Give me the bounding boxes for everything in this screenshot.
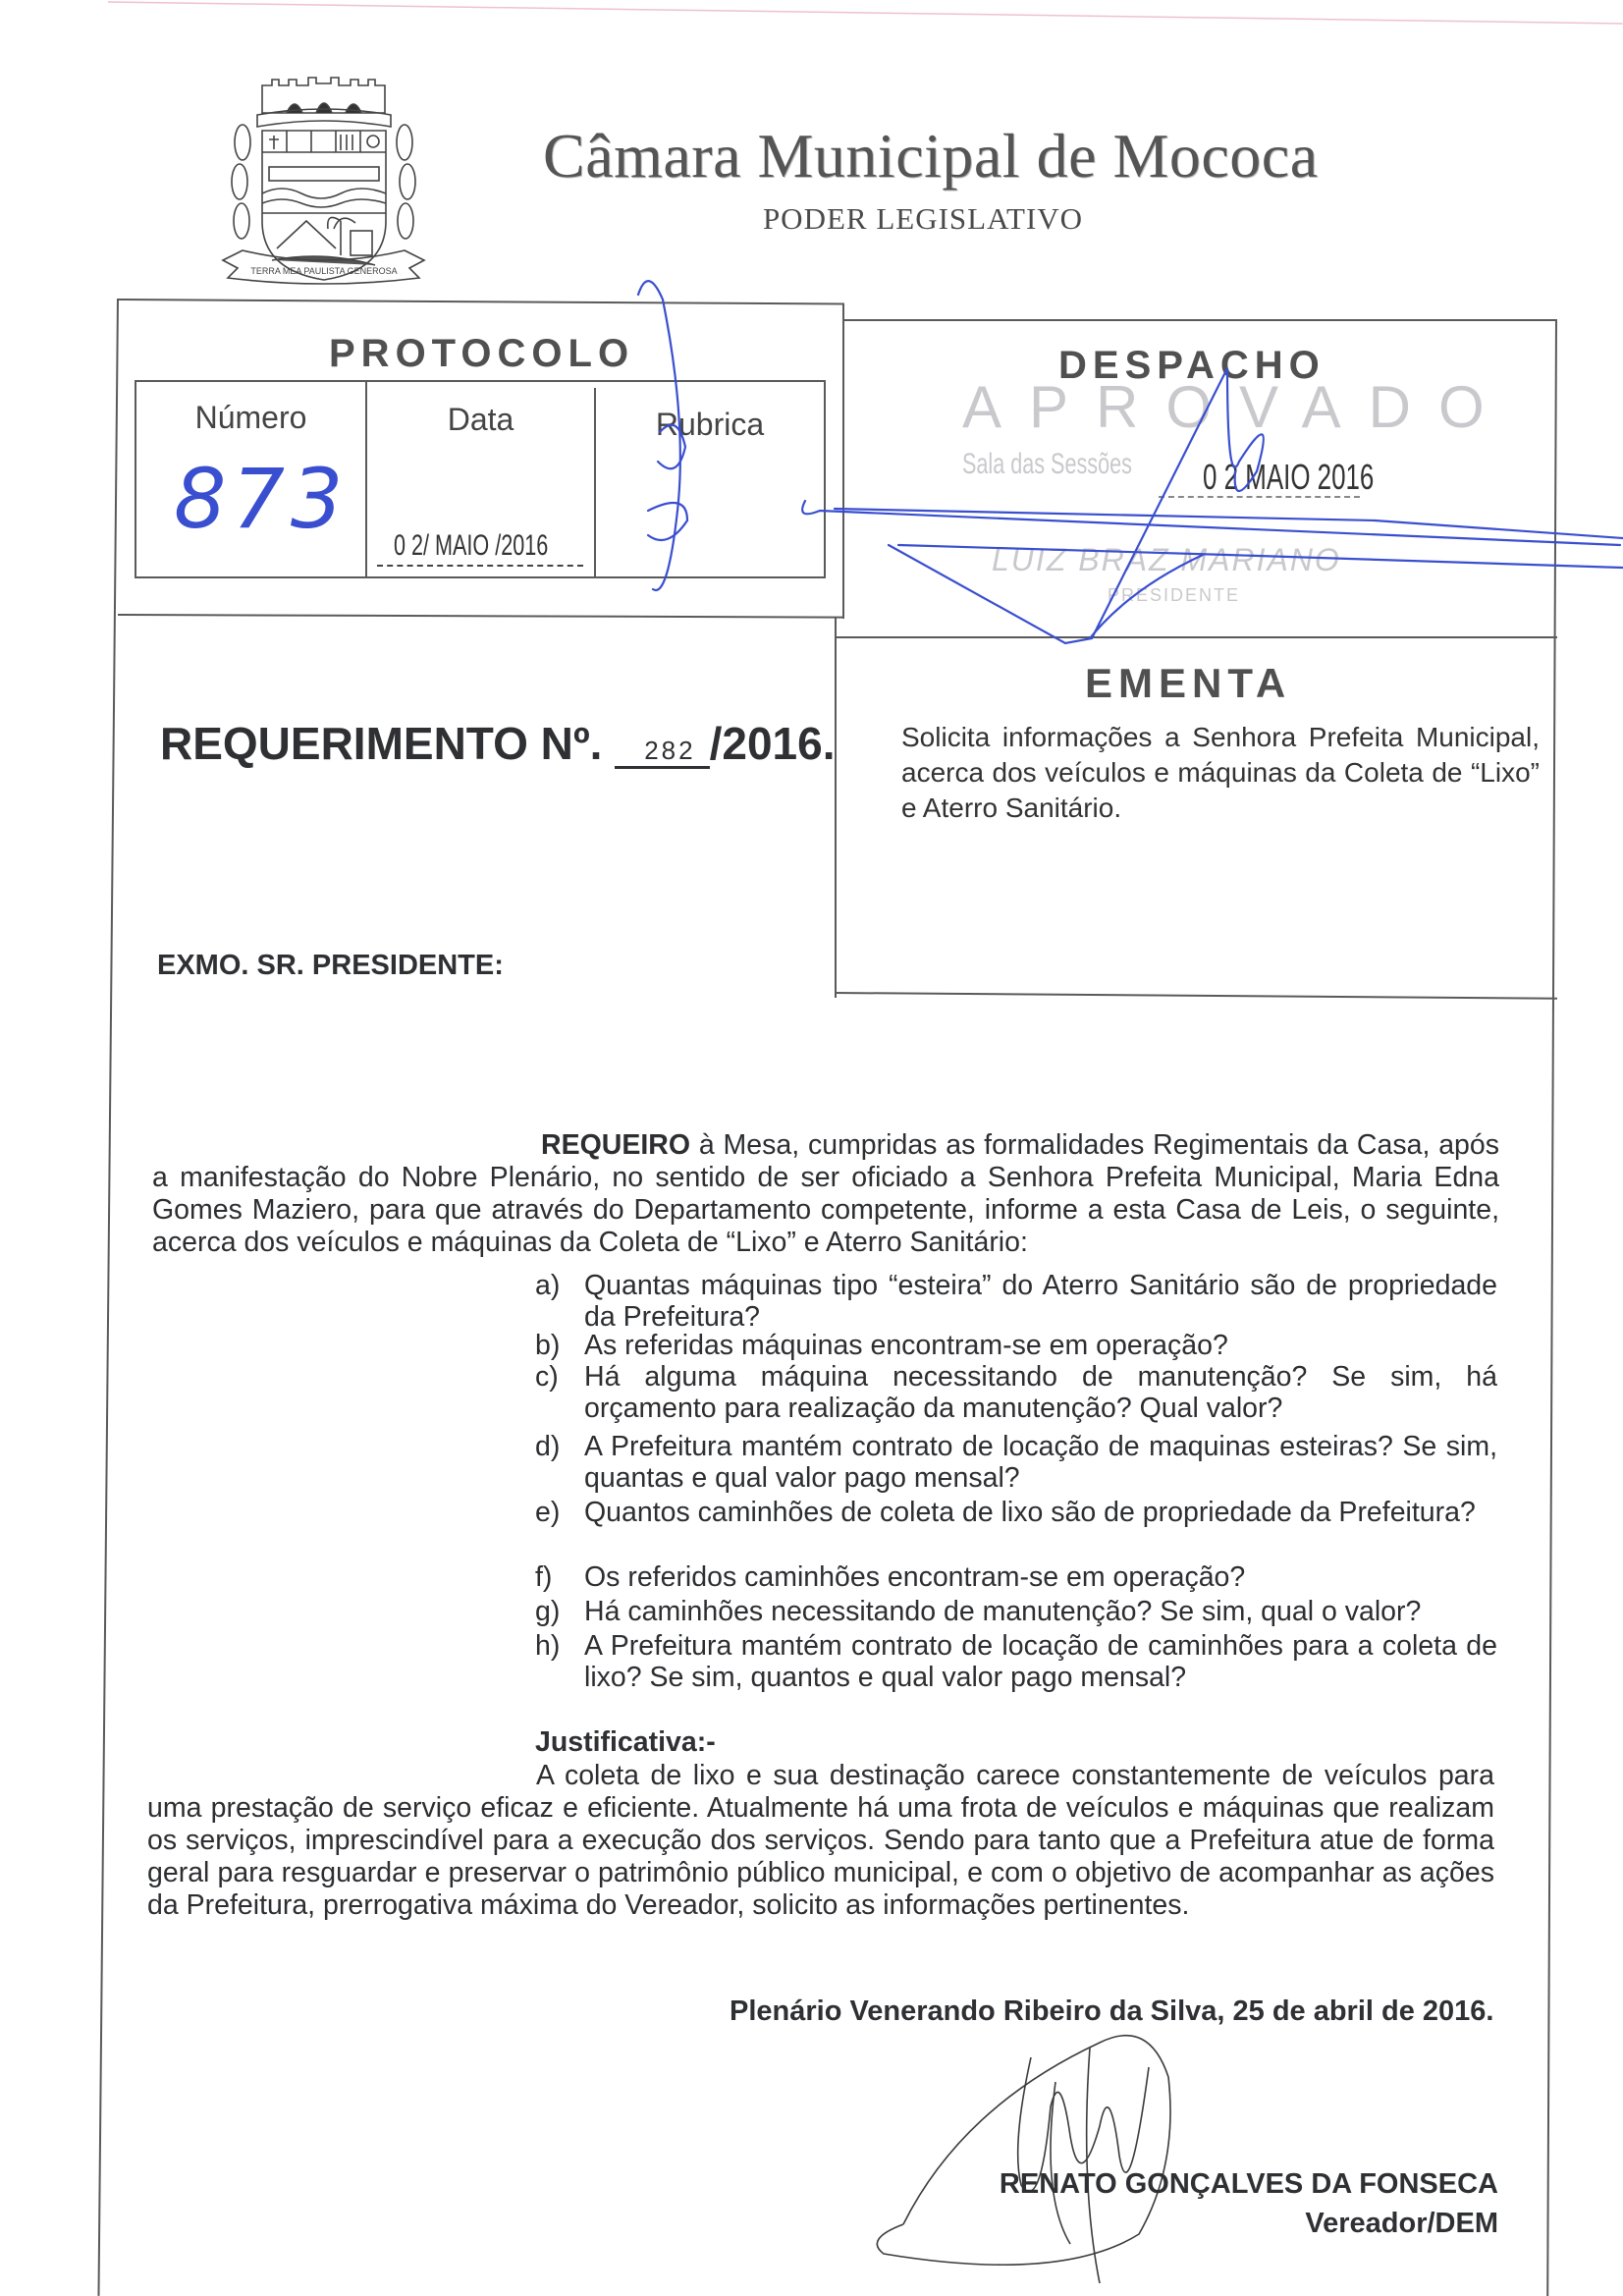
list-text: Quantos caminhões de coleta de lixo são de propriedade da Prefeitura?	[584, 1497, 1476, 1528]
justification-title: Justificativa:-	[535, 1726, 716, 1758]
frame-right	[1546, 319, 1557, 2296]
despacho-stamp-signer: LUIZ BRAZ MARIANO	[992, 542, 1341, 577]
protocolo-data-underline	[377, 565, 583, 567]
despacho-stamp-place: Sala das Sessões	[962, 448, 1132, 480]
author-signature	[844, 1989, 1257, 2283]
list-text: A Prefeitura mantém contrato de locação de maquinas esteiras? Se sim, quantas e qual valor pago mensal?	[584, 1431, 1497, 1494]
list-item	[535, 1361, 1497, 1424]
list-item	[535, 1596, 1497, 1627]
despacho-stamp-date: 0 2 MAIO 2016	[1203, 457, 1375, 497]
ementa-title: EMENTA	[1085, 660, 1292, 706]
request-lead-bold: REQUEIRO	[541, 1129, 691, 1161]
list-item	[535, 1270, 1497, 1333]
list-marker: g)	[535, 1596, 561, 1627]
frame-divider-vertical-ementa	[835, 617, 837, 998]
crest-motto: TERRA MEA PAULISTA GENEROSA	[250, 266, 398, 276]
requerimento-heading	[160, 717, 836, 770]
protocolo-title: PROTOCOLO	[329, 332, 635, 375]
list-marker: h)	[535, 1630, 561, 1662]
list-item	[535, 1431, 1497, 1494]
list-marker: a)	[535, 1270, 561, 1301]
request-paragraph	[152, 1129, 1499, 1259]
protocolo-table	[135, 380, 826, 578]
protocolo-col-rubrica: Rubrica	[655, 407, 765, 442]
despacho-stamp-status: APROVADO	[962, 374, 1512, 440]
list-marker: f)	[535, 1561, 553, 1593]
frame-divider-vertical	[842, 304, 844, 619]
requerimento-number: 282	[615, 736, 709, 769]
list-marker: d)	[535, 1431, 561, 1462]
municipal-crest-logo	[218, 74, 429, 290]
frame-protocol-bottom	[118, 614, 844, 619]
protocolo-col-numero: Número	[194, 400, 307, 435]
institution-title: Câmara Municipal de Mococa	[543, 121, 1319, 191]
requerimento-label: REQUERIMENTO Nº.	[160, 718, 603, 769]
scan-artifact-line	[0, 0, 1623, 39]
closing-place-date: Plenário Venerando Ribeiro da Silva, 25 de abril de 2016.	[730, 1995, 1494, 2027]
request-lead-text: à Mesa, cumpridas as formalidades Regimentais da Casa, após a manifestação do Nobre Plenário, no sentido de ser oficiado a Senhora Prefeita Municipal, Maria Edna Gomes Maziero, para que através do Departamento competente, informe a esta Casa de Leis, o seguinte, acerca dos veículos e máquinas da Coleta de “Lixo” e Aterro Sanitário:	[152, 1129, 1499, 1258]
frame-top-right	[842, 319, 1557, 321]
list-item	[535, 1630, 1497, 1693]
ementa-text: Solicita informações a Senhora Prefeita Municipal, acerca dos veículos e máquinas da Coleta de “Lixo” e Aterro Sanitário.	[901, 722, 1540, 823]
signer-name: RENATO GONÇALVES DA FONSECA	[999, 2168, 1498, 2200]
protocolo-data-value: 0 2/ MAIO /2016	[394, 529, 549, 562]
despacho-title: DESPACHO	[1058, 344, 1325, 387]
despacho-date-underline	[1159, 496, 1360, 498]
protocolo-numero-value: 873	[174, 451, 350, 547]
list-text: Há alguma máquina necessitando de manutenção? Se sim, há orçamento para realização da manutenção? Qual valor?	[584, 1361, 1497, 1424]
list-text: A Prefeitura mantém contrato de locação de caminhões para a coleta de lixo? Se sim, quantos e qual valor pago mensal?	[584, 1630, 1497, 1693]
list-marker: e)	[535, 1497, 561, 1528]
institution-subtitle: PODER LEGISLATIVO	[762, 201, 1084, 236]
crest-icon	[218, 74, 429, 290]
list-text: As referidas máquinas encontram-se em operação?	[584, 1330, 1228, 1361]
frame-left	[97, 299, 119, 2296]
despacho-stamp-role: PRESIDENTE	[1108, 585, 1241, 605]
protocolo-col-data: Data	[447, 402, 514, 437]
list-text: Há caminhões necessitando de manutenção? Se sim, qual o valor?	[584, 1596, 1422, 1627]
list-text: Quantas máquinas tipo “esteira” do Aterro Sanitário são de propriedade da Prefeitura?	[584, 1270, 1497, 1333]
list-marker: c)	[535, 1361, 559, 1393]
frame-top-left	[118, 299, 844, 305]
justification-text: A coleta de lixo e sua destinação carece constantemente de veículos para uma prestação de serviço eficaz e eficiente. Atualmente há uma frota de veículos e máquinas que realizam os serviços, imprescindível para a execução dos serviços. Sendo para tanto que a Prefeitura atue de forma geral para resguardar e preservar o patrimônio público municipal, e com o objetivo de acompanhar as ações da Prefeitura, prerrogativa máxima do Vereador, solicito as informações pertinentes.	[147, 1760, 1494, 1921]
list-marker: b)	[535, 1330, 561, 1361]
list-item	[535, 1561, 1497, 1593]
list-item	[535, 1497, 1497, 1528]
list-item	[535, 1330, 1497, 1361]
requerimento-year: /2016.	[709, 718, 836, 769]
frame-ementa-bottom	[835, 992, 1557, 1000]
list-text: Os referidos caminhões encontram-se em operação?	[584, 1561, 1246, 1593]
signer-role: Vereador/DEM	[1305, 2208, 1498, 2239]
frame-despacho-bottom	[835, 636, 1557, 638]
salutation: EXMO. SR. PRESIDENTE:	[157, 950, 504, 981]
